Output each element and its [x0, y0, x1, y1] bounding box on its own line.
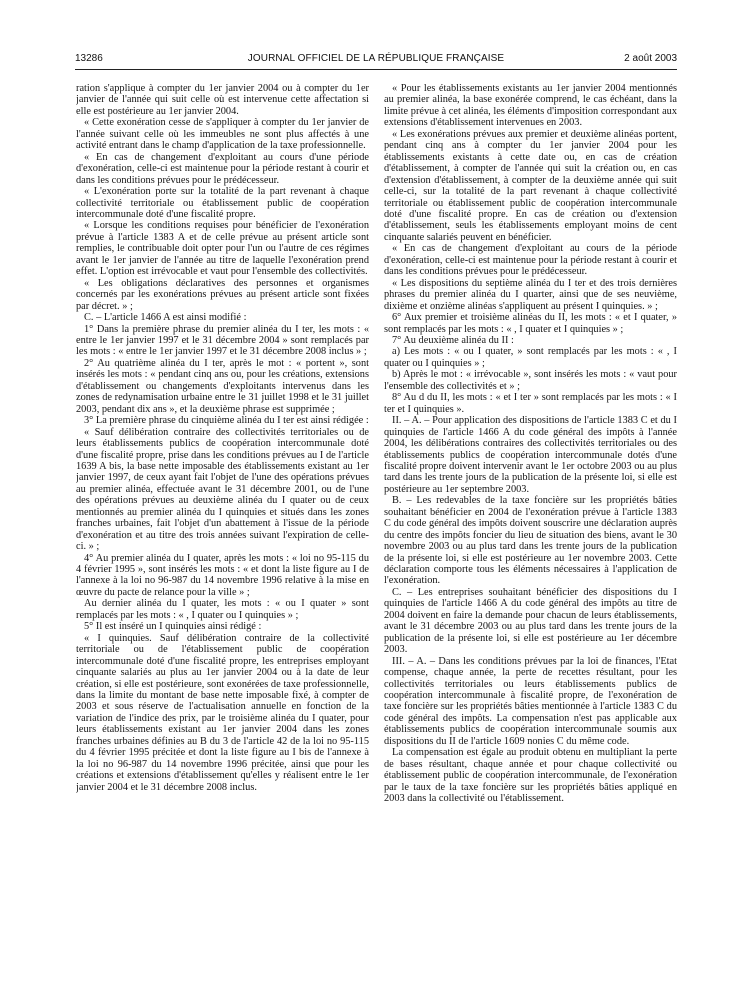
paragraph: « Sauf délibération contraire des collectivités territoriales ou de leurs établissements publics de coopération intercommunale doté d'une fiscalité propre, prise dans les conditions prévues au I de l'article 1639 A bis, la base nette imposable des établissements existant au 1er janvier 1997, de ceux ayant fait l'objet de l'une des opérations prévues au premier alinéa, effectuée avant le 31 décembre 2001, ou de l'une des opérations prévues au deuxième alinéa du I quater ou de ceux mentionnés au premier alinéa du I quinquies et situés dans les zones franches urbaines, fait l'objet d'un abattement à l'issue de la période d'exonération et au titre des trois années suivant l'expiration de celle-ci. » ; [76, 426, 369, 553]
paragraph: ration s'applique à compter du 1er janvier 2004 ou à compter du 1er janvier de l'année qui suit celle où est intervenue cette affectation si elle est postérieure au 1er janvier 2004. [76, 83, 369, 117]
paragraph: 3° La première phrase du cinquième alinéa du I ter est ainsi rédigée : [84, 415, 369, 427]
paragraph: La compensation est égale au produit obtenu en multipliant la perte de bases résultant, chaque année et pour chaque collectivité ou établissement public de coopération intercommunale, de l'exonération par le taux de la taxe foncière sur les propriétés bâties appliqué en 2003 dans la collectivité ou l'établissement. [384, 747, 677, 805]
paragraph: b) Après le mot : « irrévocable », sont insérés les mots : « vaut pour l'ensemble des collectivités et » ; [384, 369, 677, 392]
publication-date: 2 août 2003 [624, 53, 677, 64]
paragraph: 2° Au quatrième alinéa du I ter, après le mot : « portent », sont insérés les mots : « pendant cinq ans ou, pour les créations, extensions d'établissement ou changements d'exploitants intervenus dans les zones de redynamisation urbaine entre le 31 juillet 1998 et le 31 juillet 2003, pendant dix ans », et la deuxième phrase est supprimée ; [76, 357, 369, 415]
paragraph: « I quinquies. Sauf délibération contraire de la collectivité territoriale ou de l'établissement public de coopération intercommunale doté d'une fiscalité propre, les entreprises employant cinquante salariés au plus au 1er janvier 2004 ou à la date de leur création, si elle est postérieure, sont exonérées de taxe professionnelle, dans la limite du montant de base nette imposable fixé, à compter de 2003 et sous réserve de l'actualisation annuelle en fonction de la variation de l'indice des prix, par le troisième alinéa du I quater, pour leurs établissements existant au 1er janvier 2004 dans les zones franches urbaines définies au B du 3 de l'article 42 de la loi no 95-115 du 4 février 1995 précitée et dont la liste figure au I bis de l'annexe à la loi no 96-987 du 14 novembre 1996 précitée, ainsi que pour les créations et extensions d'établissement qu'elles y réalisent entre le 1er janvier 2004 et le 31 décembre 2008 inclus. [76, 632, 369, 793]
paragraph: « L'exonération porte sur la totalité de la part revenant à chaque collectivité territoriale ou établissement public de coopération intercommunale doté d'une fiscalité propre. [76, 186, 369, 220]
paragraph: 6° Aux premier et troisième alinéas du II, les mots : « et I quater, » sont remplacés par les mots : « , I quater et I quinquies » ; [384, 312, 677, 335]
paragraph: « Cette exonération cesse de s'appliquer à compter du 1er janvier de l'année suivant celle où les immeubles ne sont plus affectés à une activité entrant dans le champ d'application de la taxe professionnelle. [76, 117, 369, 152]
paragraph: « Pour les établissements existants au 1er janvier 2004 mentionnés au premier alinéa, la base exonérée comprend, le cas échéant, dans la limite prévue à cet alinéa, les éléments d'imposition correspondant aux extensions d'établissement intervenues en 2003. [384, 83, 677, 129]
paragraph: « Les dispositions du septième alinéa du I ter et des trois dernières phrases du premier alinéa du I quarter, ainsi que de ses neuvième, dixième et onzième alinéas s'appliquent au présent I quinquies. » ; [384, 277, 677, 312]
paragraph: 8° Au d du II, les mots : « et I ter » sont remplacés par les mots : « I ter et I quinquies ». [384, 392, 677, 415]
paragraph: 4° Au premier alinéa du I quater, après les mots : « loi no 95-115 du 4 février 1995 », sont insérés les mots : « et dont la liste figure au I de l'annexe à la loi no 96-987 du 14 novembre 1996 relative à la mise en œuvre du pacte de relance pour la ville » ; [76, 552, 369, 598]
paragraph: II. – A. – Pour application des dispositions de l'article 1383 C et du I quinquies de l'article 1466 A du code général des impôts à l'année 2004, les délibérations contraires des collectivités territoriales ou des établissements publics de coopération intercommunale dotés d'une fiscalité propre doivent intervenir avant le 1er octobre 2003 ou au plus tard dans les trente jours de la publication de la présente loi, si elle est postérieure au 1er septembre 2003. [384, 415, 677, 495]
paragraph: B. – Les redevables de la taxe foncière sur les propriétés bâties souhaitant bénéficier en 2004 de l'exonération prévue à l'article 1383 C du code général des impôts doivent souscrire une déclaration auprès du centre des impôts foncier du lieu de situation des biens, avant le 30 novembre 2003 ou au plus tard dans les trente jours de la publication de la présente loi, si elle est postérieure au 1er novembre 2003. Cette déclaration comporte tous les éléments nécessaires à l'application de l'exonération. [384, 495, 677, 587]
paragraph: « Les obligations déclaratives des personnes et organismes concernés par les exonérations prévues au présent article sont fixées par décret. » ; [76, 277, 369, 312]
paragraph: 5° Il est inséré un I quinquies ainsi rédigé : [84, 621, 262, 633]
left-column [76, 83, 369, 983]
journal-title: JOURNAL OFFICIEL DE LA RÉPUBLIQUE FRANÇAISE [247, 53, 505, 64]
right-column [384, 83, 677, 983]
paragraph: C. – Les entreprises souhaitant bénéficier des dispositions du I quinquies de l'article 1466 A du code général des impôts au titre de 2004 doivent en faire la demande pour chacun de leurs établissements, avant le 31 décembre 2003 ou au plus tard dans les trente jours de la publication de la présente loi, si elle est postérieure au 1er décembre 2003. [384, 586, 677, 656]
paragraph: « Lorsque les conditions requises pour bénéficier de l'exonération prévue à l'article 1383 A et de celle prévue au présent article sont remplies, le contribuable doit opter pour l'un ou l'autre de ces régimes avant le 1er janvier de l'année au titre de laquelle l'exonération prend effet. L'option est irrévocable et vaut pour l'ensemble des collectivités. [76, 220, 369, 278]
paragraph: « En cas de changement d'exploitant au cours de la période d'exonération, celle-ci est maintenue pour la période restant à courir et dans les conditions prévues pour le prédécesseur. [384, 243, 677, 278]
paragraph: « En cas de changement d'exploitant au cours d'une période d'exonération, celle-ci est maintenue pour la période restant à courir et dans les conditions prévues pour le prédécesseur. [76, 151, 369, 186]
paragraph: 1° Dans la première phrase du premier alinéa du I ter, les mots : « entre le 1er janvier 1997 et le 31 décembre 2004 » sont remplacés par les mots : « entre le 1er janvier 1997 et le 31 décembre 2008 inclus » ; [76, 323, 369, 358]
paragraph: Au dernier alinéa du I quater, les mots : « ou I quater » sont remplacés par les mots : « , I quater ou I quinquies » ; [76, 598, 369, 621]
section-heading: C. – L'article 1466 A est ainsi modifié : [84, 312, 247, 324]
paragraph: a) Les mots : « ou I quater, » sont remplacés par les mots : « , I quater ou I quinquies » ; [384, 346, 677, 369]
page-number: 13286 [75, 53, 103, 64]
paragraph: « Les exonérations prévues aux premier et deuxième alinéas portent, pendant cinq ans à compter du 1er janvier 2004 pour les établissements existants à cette date ou, en cas de création d'établissement, à compter de l'année qui suit la création ou, en cas d'extension d'établissement, à compter de la deuxième année qui suit celle-ci, sur la totalité de la part revenant à chaque collectivité territoriale ou établissement public de coopération intercommunale doté d'une fiscalité propre. En cas de création ou d'extension d'établissement, seuls les établissements employant moins de cent cinquante salariés peuvent en bénéficier. [384, 128, 677, 243]
paragraph: 7° Au deuxième alinéa du II : [392, 334, 514, 346]
paragraph: III. – A. – Dans les conditions prévues par la loi de finances, l'Etat compense, chaque année, la perte de recettes résultant, pour les collectivités territoriales ou leurs établissements publics de coopération intercommunale à fiscalité propre, de l'exonération de taxe foncière sur les propriétés bâties mentionnée à l'article 1383 C du code général des impôts. La compensation n'est pas applicable aux établissements publics de coopération intercommunale soumis aux dispositions du II de l'article 1609 nonies C du même code. [384, 655, 677, 747]
header-rule [75, 69, 677, 70]
page-header [75, 53, 677, 67]
